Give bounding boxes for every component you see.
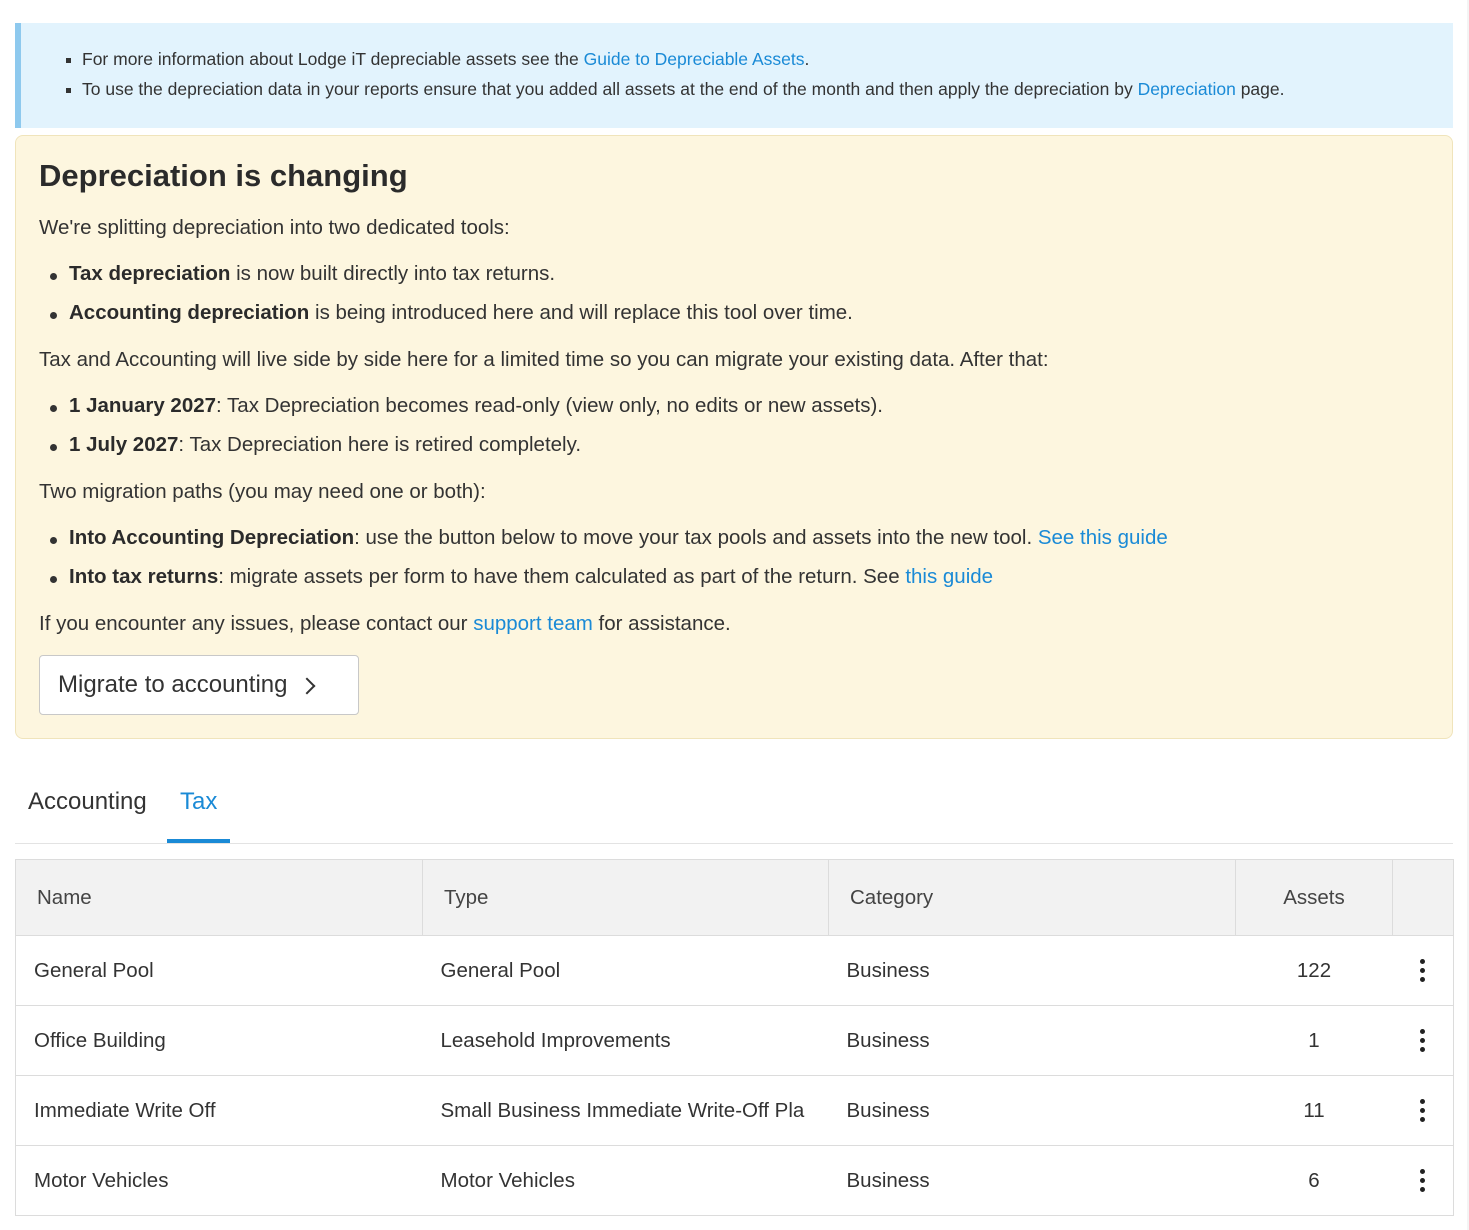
info-item-guide: For more information about Lodge iT depreciable assets see the Guide to Depreciable Assets. xyxy=(82,49,810,69)
cell-name: General Pool xyxy=(16,936,423,1006)
pools-table xyxy=(15,859,1454,1216)
tool-item: Accounting depreciation is being introduced here and will replace this tool over time. xyxy=(69,301,853,324)
date-item: 1 July 2027: Tax Depreciation here is retired completely. xyxy=(69,433,582,456)
cell-type: Leasehold Improvements xyxy=(423,1006,829,1076)
notice-paths-intro: Two migration paths (you may need one or both): xyxy=(39,480,486,503)
column-header-category[interactable]: Category xyxy=(829,860,1236,936)
cell-assets: 1 xyxy=(1236,1006,1393,1076)
cell-name: Motor Vehicles xyxy=(16,1146,423,1216)
column-header-name[interactable]: Name xyxy=(16,860,423,936)
cell-assets: 6 xyxy=(1236,1146,1393,1216)
info-banner xyxy=(15,23,1453,128)
cell-type: Small Business Immediate Write-Off Pla xyxy=(423,1076,829,1146)
tab-accounting[interactable]: Accounting xyxy=(28,788,147,815)
cell-name: Immediate Write Off xyxy=(16,1076,423,1146)
cell-assets: 122 xyxy=(1236,936,1393,1006)
tab-tax[interactable]: Tax xyxy=(167,788,230,843)
notice-side-by-side: Tax and Accounting will live side by side here for a limited time so you can migrate your existing data. After that: xyxy=(39,348,1049,371)
migrate-to-accounting-button[interactable] xyxy=(39,655,359,715)
cell-category: Business xyxy=(829,1146,1236,1216)
chevron-right-icon xyxy=(299,677,316,694)
notice-support: If you encounter any issues, please contact our support team for assistance. xyxy=(39,612,731,635)
depreciation-tabs xyxy=(15,770,1453,844)
date-item: 1 January 2027: Tax Depreciation becomes read-only (view only, no edits or new assets). xyxy=(69,394,883,417)
support-team-link[interactable]: support team xyxy=(473,612,593,635)
cell-name: Office Building xyxy=(16,1006,423,1076)
cell-assets: 11 xyxy=(1236,1076,1393,1146)
table-row[interactable] xyxy=(16,1006,1454,1076)
more-options-icon[interactable] xyxy=(1410,1023,1435,1058)
path-item: Into tax returns: migrate assets per form to have them calculated as part of the return. See this guide xyxy=(69,565,994,588)
notice-intro: We're splitting depreciation into two dedicated tools: xyxy=(39,216,510,239)
path-item: Into Accounting Depreciation: use the button below to move your tax pools and assets into the new tool. See this guide xyxy=(69,526,1168,549)
migrate-button-label: Migrate to accounting xyxy=(58,671,288,698)
notice-title: Depreciation is changing xyxy=(39,158,408,193)
cell-category: Business xyxy=(829,1076,1236,1146)
table-row[interactable] xyxy=(16,936,1454,1006)
more-options-icon[interactable] xyxy=(1410,1093,1435,1128)
tool-item: Tax depreciation is now built directly into tax returns. xyxy=(69,262,556,285)
column-header-assets[interactable]: Assets xyxy=(1236,860,1393,936)
depreciation-link[interactable]: Depreciation xyxy=(1137,79,1236,99)
table-header-row xyxy=(16,860,1454,936)
depreciation-notice xyxy=(15,135,1453,739)
accounting-guide-link[interactable]: See this guide xyxy=(1037,526,1168,549)
cell-type: General Pool xyxy=(423,936,829,1006)
tax-returns-guide-link[interactable]: this guide xyxy=(905,565,994,588)
more-options-icon[interactable] xyxy=(1410,1163,1435,1198)
more-options-icon[interactable] xyxy=(1410,953,1435,988)
cell-type: Motor Vehicles xyxy=(423,1146,829,1216)
table-row[interactable] xyxy=(16,1076,1454,1146)
cell-category: Business xyxy=(829,936,1236,1006)
info-item-depreciation: To use the depreciation data in your reports ensure that you added all assets at the end of the month and then apply the depreciation by Depreciation page. xyxy=(82,79,1285,99)
cell-category: Business xyxy=(829,1006,1236,1076)
guide-link[interactable]: Guide to Depreciable Assets xyxy=(583,49,805,69)
table-row[interactable] xyxy=(16,1146,1454,1216)
column-header-type[interactable]: Type xyxy=(423,860,829,936)
column-header-actions xyxy=(1393,860,1454,936)
